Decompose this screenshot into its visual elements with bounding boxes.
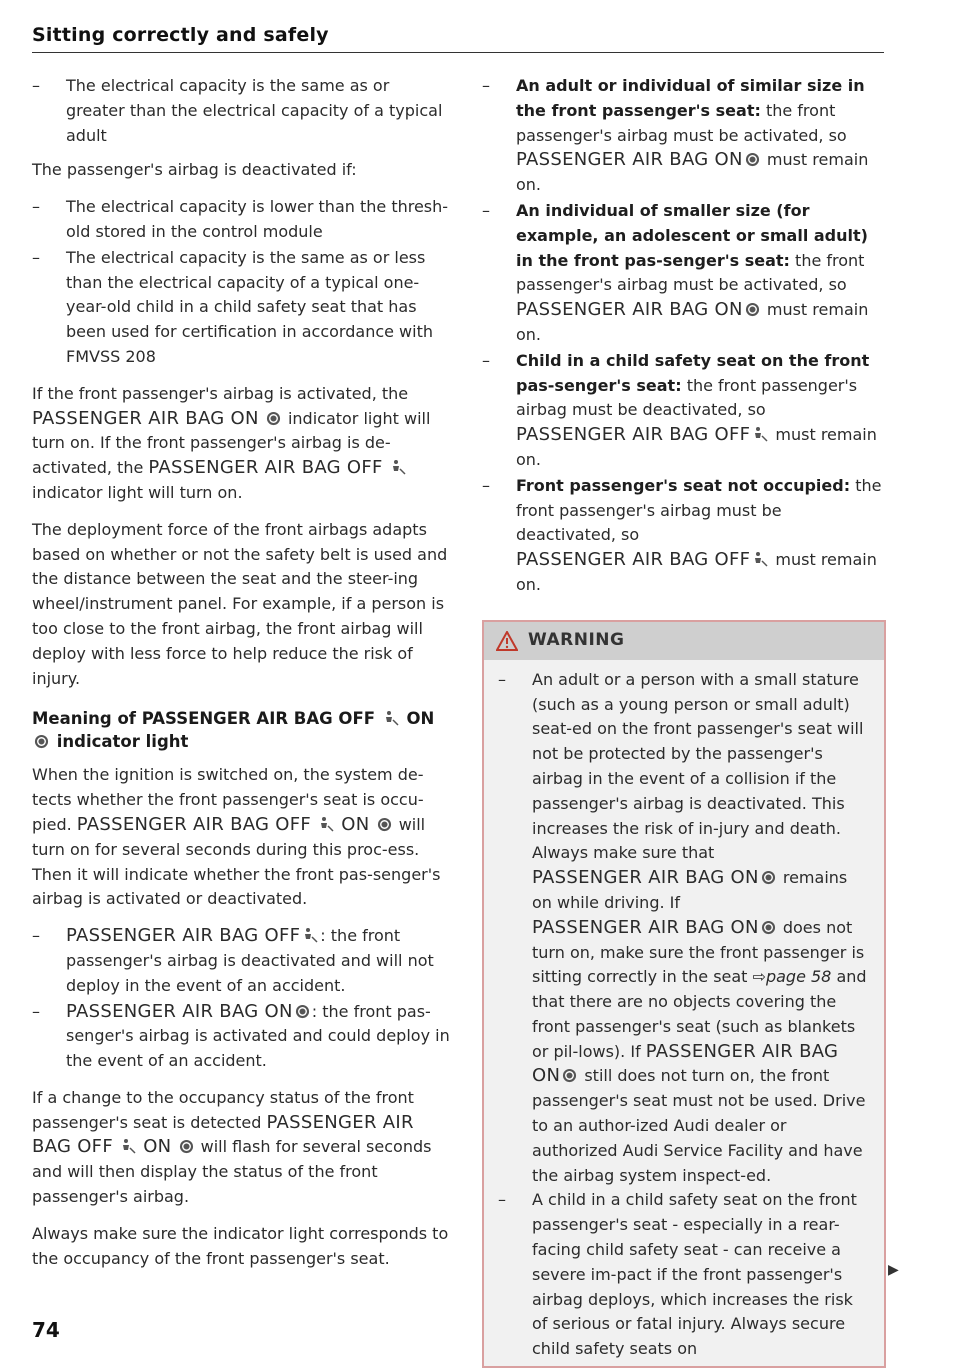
airbag-off-icon — [752, 426, 768, 442]
warning-body — [484, 660, 884, 1366]
page-link-arrow: ⇨ — [752, 967, 766, 987]
list-item: – The electrical capacity is the same as or less than the electrical capacity of a typical one-year-old child in a child safety seat that has been used for certification in accordance with FMVSS 208 — [32, 247, 433, 366]
airbag-on-icon — [295, 1004, 310, 1019]
paragraph: If the front passenger's airbag is activated, the PASSENGER AIR BAG ON indicator light will turn on. If the front passenger's airbag is de-activated, the PASSENGER AIR BAG OFF indicator light will turn on. — [32, 383, 431, 502]
airbag-on-icon — [266, 411, 281, 426]
page-header — [32, 24, 884, 53]
airbag-off-icon — [302, 927, 318, 943]
warning-triangle-icon — [496, 631, 518, 651]
list-item: – PASSENGER AIR BAG OFF : the front passenger's airbag is deactivated and will not deploy in the event of an accident. — [32, 925, 434, 995]
airbag-on-icon — [34, 734, 49, 749]
warning-title: WARNING — [528, 630, 625, 651]
list-item: – PASSENGER AIR BAG ON : the front pas-senger's airbag is activated and could deploy in the event of an accident. — [32, 1000, 450, 1071]
paragraph: The deployment force of the front airbags adapts based on whether or not the safety belt is used and the distance between the seat and the steer-ing wheel/instrument panel. For example, if a person is too close to the front airbag, the front airbag will deploy with less force to help reduce the risk of injury. — [32, 519, 448, 688]
list-item: – Child in a child safety seat on the front pas-senger's seat: the front passenger's airbag must be deactivated, so PASSENGER AIR BAG OFF must remain on. — [482, 350, 877, 469]
list-item: – The electrical capacity is lower than the thresh-old stored in the control module — [32, 197, 449, 241]
airbag-on-icon — [761, 870, 776, 885]
section-heading: Meaning of PASSENGER AIR BAG OFF ON indicator light — [32, 709, 435, 752]
airbag-off-icon — [318, 816, 334, 832]
paragraph: If a change to the occupancy status of the front passenger's seat is detected PASSENGER AIR BAG OFF ON will flash for several seconds and will then display the status of the front passenger's airbag. — [32, 1087, 432, 1207]
airbag-on-icon — [562, 1068, 577, 1083]
airbag-off-icon — [120, 1138, 136, 1154]
airbag-on-icon — [377, 817, 392, 832]
list-item: – An individual of smaller size (for example, an adolescent or small adult) in the front pas-senger's seat: the front passenger's airbag must be activated, so PASSENGER AIR BAG ON must remain on. — [482, 200, 869, 344]
page-number: 74 — [32, 1318, 60, 1342]
page-link[interactable]: page 58 — [765, 967, 832, 987]
paragraph: When the ignition is switched on, the system de-tects whether the front passenger's seat is occu-pied. PASSENGER AIR BAG OFF ON will turn on for several seconds during this proc-ess. Then it will indicate whether the front pas-senger's airbag is activated or deactivated. — [32, 765, 441, 909]
paragraph: The passenger's airbag is deactivated if: — [32, 160, 357, 180]
left-column — [32, 74, 450, 1283]
list-item: – An adult or a person with a small stature (such as a young person or small adult) seat-ed on the front passenger's seat will not be protected by the passenger's airbag in the event of a collision if the passenger's airbag is deactivated. This increases the risk of in-jury and death. Always make sure that PASSENGER AIR BAG ON remains on while driving. If PASSENGER AIR BAG ON does not turn on, make sure the front passenger is sitting correctly in the seat ⇨page 58 and that there are no objects covering the front passenger's seat (such as blankets or pil-lows). If PASSENGER AIR BAG ON still does not turn on, the front passenger's seat must not be used. Drive to an author-ized Audi dealer or authorized Audi Service Facility and have the airbag system inspect-ed. — [498, 669, 867, 1185]
airbag-off-icon — [383, 710, 399, 726]
airbag-on-icon — [179, 1139, 194, 1154]
airbag-off-icon — [390, 459, 406, 475]
right-column — [482, 74, 886, 1368]
section-title: Sitting correctly and safely — [32, 24, 329, 46]
continue-arrow-icon: ▶ — [888, 1262, 899, 1278]
list-item: – Front passenger's seat not occupied: the front passenger's airbag must be deactivated, so PASSENGER AIR BAG OFF must remain on. — [482, 475, 882, 594]
list-item: – A child in a child safety seat on the front passenger's seat - especially in a rear-facing child safety seat - can receive a severe im-pact if the front passenger's airbag deploys, which increases the risk of serious or fatal injury. Always secure child safety seats on — [498, 1190, 857, 1359]
airbag-off-icon — [752, 551, 768, 567]
warning-box — [482, 620, 886, 1368]
airbag-on-icon — [745, 302, 760, 317]
list-item: – An adult or individual of similar size in the front passenger's seat: the front passenger's airbag must be activated, so PASSENGER AIR BAG ON must remain on. — [482, 76, 869, 195]
list-item: – The electrical capacity is the same as or greater than the electrical capacity of a typical adult — [32, 76, 443, 145]
airbag-on-icon — [761, 920, 776, 935]
airbag-on-icon — [745, 152, 760, 167]
paragraph: Always make sure the indicator light corresponds to the occupancy of the front passenger's seat. — [32, 1223, 449, 1268]
warning-header — [484, 622, 884, 660]
